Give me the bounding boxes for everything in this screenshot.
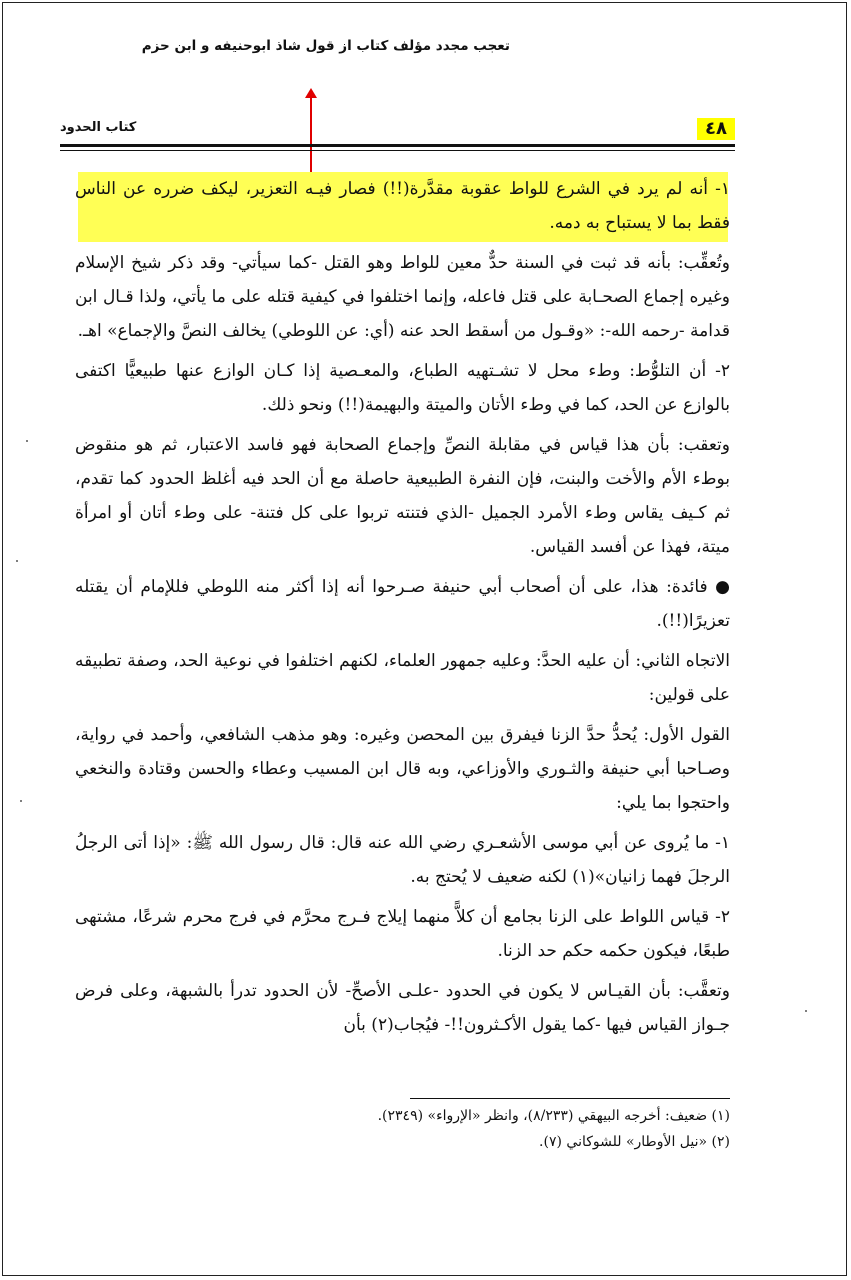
header-rule-thin <box>60 150 735 151</box>
paragraph-highlighted: ١- أنه لم يرد في الشرع للواط عقوبة مقدَّرة(!!) فصار فيـه التعزير، ليكف ضرره عن الناس فقط بما لا يستباح به دمه. <box>75 179 730 233</box>
paragraph-benefit: ● فائدة: هذا، على أن أصحاب أبي حنيفة صـرحوا أنه إذا أكثر منه اللوطي فللإمام أن يقتله تعزيرًا(!!). <box>75 577 730 631</box>
paragraph: وتعقَّب: بأن القيـاس لا يكون في الحدود -علـى الأصحِّ- لأن الحدود تدرأ بالشبهة، وعلى فرض جـواز القياس فيها -كما يقول الأكـثرون!!- فيُجاب(٢) بأن <box>75 981 730 1035</box>
page-number: ٤٨ <box>697 118 735 140</box>
header-rule-thick <box>60 144 735 147</box>
paragraph: وتعقب: بأن هذا قياس في مقابلة النصِّ وإجماع الصحابة فهو فاسد الاعتبار، ثم هو منقوض بوطء الأم والأخت والبنت، فإن النفرة الطبيعية حاصلة مع أن الحد فيه أغلظ الحدود كما تقدم، ثم كـيف يقاس وطء الأمرد الجميل -الذي فتنته تربوا على كل فتنة- على وطء أتان أو امرأة ميتة، فهذا عن أفسد القياس. <box>75 435 730 557</box>
annotation-note: تعجب مجدد مؤلف کتاب از قول شاذ ابوحنیفه و ابن حزم <box>141 38 510 54</box>
scan-speck <box>16 560 18 562</box>
running-title: كتاب الحدود <box>60 120 137 135</box>
paragraph: ١- ما يُروى عن أبي موسى الأشعـري رضي الله عنه قال: قال رسول الله ﷺ: «إذا أتى الرجلُ الرجلَ فهما زانيان»(١) لكنه ضعيف لا يُحتج به. <box>75 833 730 887</box>
paragraph: وتُعقِّب: بأنه قد ثبت في السنة حدٌّ معين للواط وهو القتل -كما سيأتي- وقد ذكر شيخ الإسلام وغيره إجماع الصحـابة على قتل فاعله، وإنما اختلفوا في كيفية قتله على ما يأتي، ولذا قـال ابن قدامة -رحمه الله-: «وقـول من أسقط الحد عنه (أي: عن اللوطي) يخالف النصَّ والإجماع» اهـ. <box>75 253 730 341</box>
body-text <box>75 172 730 1048</box>
paragraph: ٢- قياس اللواط على الزنا بجامع أن كلاًّ منهما إيلاج فـرج محرَّم في فرج محرم شرعًا، مشتهى طبعًا، فيكون حكمه حكم حد الزنا. <box>75 907 730 961</box>
scan-speck <box>805 1010 807 1012</box>
paragraph: القول الأول: يُحدُّ حدَّ الزنا فيفرق بين المحصن وغيره: وهو مذهب الشافعي، وأحمد في رواية، وصـاحبا أبي حنيفة والثـوري والأوزاعي، وبه قال ابن المسيب وعطاء والحسن وقتادة والنخعي واحتجوا بما يلي: <box>75 725 730 813</box>
footnote: (١) ضعيف: أخرجه البيهقي (٨/٢٣٣)، وانظر «الإرواء» (٢٣٤٩). <box>377 1108 730 1124</box>
scan-speck <box>26 440 28 442</box>
page-header <box>60 118 735 142</box>
paragraph: الاتجاه الثاني: أن عليه الحدَّ: وعليه جمهور العلماء، لكنهم اختلفوا في نوعية الحد، وصفة تطبيقه على قولين: <box>75 651 730 705</box>
footnote-rule <box>410 1098 730 1099</box>
annotation-arrow-head <box>305 88 317 98</box>
paragraph: ٢- أن التلوُّط: وطء محل لا تشـتهيه الطباع، والمعـصية إذا كـان الوازع عنها طبيعيًّا اكتفى بالوازع عن الحد، كما في وطء الأتان والميتة والبهيمة(!!) ونحو ذلك. <box>75 361 730 415</box>
footnotes <box>75 1103 730 1155</box>
scan-speck <box>20 800 22 802</box>
footnote: (٢) «نيل الأوطار» للشوكاني (٧). <box>539 1134 730 1150</box>
